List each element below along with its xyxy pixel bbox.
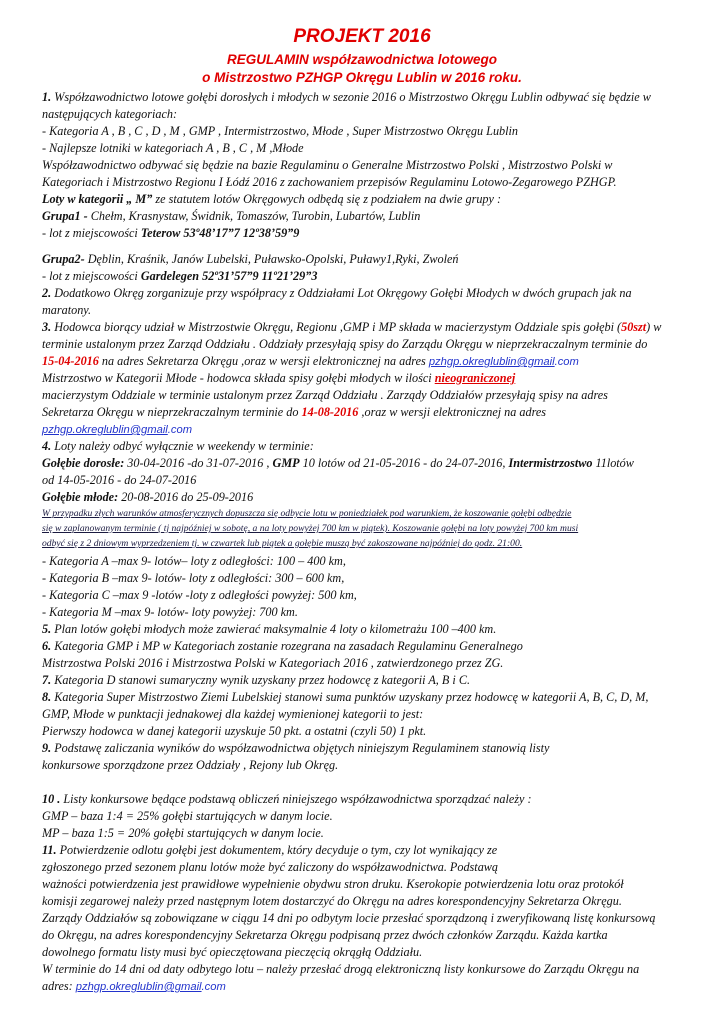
p10-number: 10 .: [42, 792, 61, 806]
p5-number: 5.: [42, 622, 52, 636]
p3-text1: Hodowca biorący udział w Mistrzostwie Okręgu, Regionu ,GMP i MP składa w macierzystym Oddziale spis gołębi (: [51, 320, 622, 334]
grupa2-location: [42, 268, 317, 284]
p3-text1-end: ) w: [646, 320, 662, 334]
intermistrzostwo-count: 11lotów: [592, 456, 634, 470]
p4-line2: [42, 455, 634, 471]
p1-line2: następujących kategoriach:: [42, 107, 178, 121]
p1-number: 1.: [42, 90, 52, 104]
p3-line5: macierzystym Oddziale w terminie ustalonym przez Zarząd Oddziału . Zarządy Oddziałów przesyłają spisy na adres: [42, 388, 608, 402]
p3-line6-end: ,oraz w wersji elektronicznej na adres: [358, 405, 547, 419]
email-link-1-domain: .com: [554, 356, 579, 368]
p11-line3: ważności potwierdzenia jest prawidłowe wypełnienie obydwu stron druku. Kserokopie potwierdzenia lotu oraz protokół: [42, 877, 624, 891]
p8-line3: Pierwszy hodowca w danej kategorii uzyskuje 50 pkt. a ostatni (czyli 50) 1 pkt.: [42, 724, 427, 738]
p10-line3: MP – baza 1:5 = 20% gołębi startujących w danym locie.: [42, 826, 324, 840]
spis-count: 50szt: [621, 320, 647, 334]
p1-line7: [42, 191, 501, 207]
p10-line2: GMP – baza 1:4 = 25% gołębi startujących w danym locie.: [42, 809, 333, 823]
weather-note-line3: odbyć się z 2 dniowym wyprzedzeniem tj. w czwartek lub piątek a gołębie muszą być zakoszowane najpóźniej do godz. 21:00.: [42, 538, 523, 549]
p3-line7: [42, 421, 192, 438]
p6-line2: Mistrzostwa Polski 2016 i Mistrzostwa Polski w Kategoriach 2016 , zatwierdzonego przez ZG.: [42, 656, 504, 670]
deadline-date-1: 15-04-2016: [42, 354, 99, 368]
p1-line7-text: ze statutem lotów Okręgowych odbędą się z podziałem na dwie grupy :: [152, 192, 502, 206]
p1-line3: - Kategoria A , B , C , D , M , GMP , Intermistrzostwo, Młode , Super Mistrzostwo Okręgu Lublin: [42, 124, 518, 138]
p8-number: 8.: [42, 690, 52, 704]
grupa1-cities: Chełm, Krasnystaw, Świdnik, Tomaszów, Turobin, Lubartów, Lublin: [90, 209, 421, 223]
grupa1-loc-label: - lot z miejscowości: [42, 226, 141, 240]
p4-number: 4.: [42, 439, 52, 453]
grupa2-line: [42, 251, 459, 267]
unlimited-highlight: nieograniczonej: [434, 371, 516, 385]
p1-line5: Współzawodnictwo odbywać się będzie na bazie Regulaminu o Generalne Mistrzostwo Polski , Mistrzostwo Polski w: [42, 158, 613, 172]
document-subtitle-mistrzostwo: o Mistrzostwo PZHGP Okręgu Lublin w 2016 roku.: [202, 70, 522, 85]
p9-text1: Podstawę zaliczania wyników do współzawodnictwa objętych niniejszym Regulaminem stanowią listy: [51, 741, 550, 755]
email-link-3-domain: .com: [201, 981, 226, 993]
kategoria-a: - Kategoria A –max 9- lotów– loty z odległości: 100 – 400 km,: [42, 554, 346, 568]
p7-line1: [42, 672, 470, 688]
p1-line4: - Najlepsze lotniki w kategoriach A , B , C , M ,Młode: [42, 141, 304, 155]
grupa2-loc-label: - lot z miejscowości: [42, 269, 141, 283]
p11-line7: dowolnego formatu listy musi być opieczętowana pieczęcią okrągłą Oddziału.: [42, 945, 423, 959]
p9-line1: [42, 740, 549, 756]
email-link-3[interactable]: pzhgp.okreglublin@gmail: [75, 981, 202, 993]
deadline-date-2: 14-08-2016: [301, 405, 359, 419]
document-subtitle-regulamin: REGULAMIN współzawodnictwa lotowego: [227, 52, 497, 67]
p5-text1: Plan lotów gołębi młodych może zawierać maksymalnie 4 loty o kilometrażu 100 –400 km.: [51, 622, 497, 636]
p4-line4: [42, 489, 253, 505]
grupa1-line: [42, 208, 420, 224]
p2-line1: [42, 285, 632, 301]
adult-pigeons-dates: 30-04-2016 -do 31-07-2016 ,: [124, 456, 273, 470]
kategoria-c: - Kategoria C –max 9 -lotów -loty z odległości powyżej: 500 km,: [42, 588, 357, 602]
p7-number: 7.: [42, 673, 52, 687]
p2-text1: Dodatkowo Okręg zorganizuje przy współpracy z Oddziałami Lot Okręgowy Gołębi Młodych w dwóch grupach jak na: [51, 286, 632, 300]
p8-line2: GMP, Młode w punktacji jednakowej dla każdej wymienionej kategorii to jest:: [42, 707, 424, 721]
p3-number: 3.: [42, 320, 52, 334]
p11-line1: [42, 842, 497, 858]
p11-line2: zgłoszonego przed sezonem planu lotów może być zaliczony do współzawodnictwa. Podstawą: [42, 860, 499, 874]
gmp-dates: 10 lotów od 21-05-2016 - do 24-07-2016,: [299, 456, 509, 470]
p1-text1: Współzawodnictwo lotowe gołębi dorosłych i młodych w sezonie 2016 o Mistrzostwo Okręgu Lublin odbywać się będzie w: [51, 90, 651, 104]
p7-text1: Kategoria D stanowi sumaryczny wynik uzyskany przez hodowcę z kategorii A, B i C.: [51, 673, 470, 687]
p11-address-label: adres:: [42, 979, 76, 993]
p3-line3: [42, 353, 579, 370]
p8-text1: Kategoria Super Mistrzostwo Ziemi Lubelskiej stanowi suma punktów uzyskany przez hodowcę w kategorii A, B, C, D, M,: [51, 690, 649, 704]
p9-line2: konkursowe sporządzone przez Oddziały , Rejony lub Okręg.: [42, 758, 339, 772]
p11-number: 11.: [42, 843, 57, 857]
intermistrzostwo-label: Intermistrzostwo: [508, 456, 593, 470]
p4-line1: [42, 438, 314, 454]
p3-line1: [42, 319, 661, 335]
p11-line6: do Okręgu, na adres korespondencyjny Sekretarza Okręgu podpisaną przez dwóch członków Zarządu. Każda kartka: [42, 928, 608, 942]
p11-text1: Potwierdzenie odlotu gołębi jest dokumentem, który decyduje o tym, czy lot wynikający ze: [56, 843, 498, 857]
p1-line1: [42, 89, 651, 105]
kategoria-b: - Kategoria B –max 9- lotów- loty z odległości: 300 – 600 km,: [42, 571, 345, 585]
p3-line4-text: Mistrzostwo w Kategorii Młode - hodowca składa spisy gołębi młodych w ilości: [42, 371, 435, 385]
p11-line5: Zarządy Oddziałów są zobowiązane w ciągu 14 dni po odbytym locie przesłać sporządzoną i zweryfikowaną listę konkursową: [42, 911, 656, 925]
p8-line1: [42, 689, 648, 705]
grupa2-loc-value: Gardelegen 52º31’57”9 11º21’29”3: [140, 269, 318, 283]
p11-line9: [42, 978, 226, 995]
p3-line6: [42, 404, 546, 420]
p6-line1: [42, 638, 523, 654]
p9-number: 9.: [42, 741, 52, 755]
p1-line6: Kategoriach i Mistrzostwo Regionu I Łódź 2016 z zachowaniem przepisów Regulaminu Lotowo-Zegarowego PZHGP.: [42, 175, 617, 189]
p3-line2: terminie ustalonym przez Zarząd Oddziału . Oddziały przesyłają spisy do Zarządu Okręgu w nieprzekraczalnym terminie do: [42, 337, 648, 351]
p10-line1: [42, 791, 532, 807]
p3-line3-text: na adres Sekretarza Okręgu ,oraz w wersji elektronicznej na adres: [98, 354, 429, 368]
p4-text1: Loty należy odbyć wyłącznie w weekendy w terminie:: [51, 439, 314, 453]
weather-note-line2: się w zaplanowanym terminie ( tj najpóźniej w sobotę, a na loty powyżej 700 km w piątek). Koszowanie gołębi na loty powyżej 700 km musi: [42, 523, 579, 534]
grupa1-label: Grupa1 -: [42, 209, 91, 223]
p4-line3: od 14-05-2016 - do 24-07-2016: [42, 473, 197, 487]
kategoria-m: - Kategoria M –max 9- lotów- loty powyżej: 700 km.: [42, 605, 298, 619]
grupa1-loc-value: Teterow 53º48’17”7 12º38’59”9: [140, 226, 300, 240]
young-pigeons-label: Gołębie młode:: [42, 490, 119, 504]
p11-line8: W terminie do 14 dni od daty odbytego lotu – należy przesłać drogą elektroniczną listy konkursowe do Zarządu Okręgu na: [42, 962, 640, 976]
p10-text1: Listy konkursowe będące podstawą obliczeń niniejszego współzawodnictwa sporządzać należy :: [60, 792, 532, 806]
email-link-2-domain: .com: [167, 424, 193, 436]
email-link-2[interactable]: pzhgp.okreglublin@gmail: [42, 424, 168, 436]
p2-line2: maratony.: [42, 303, 92, 317]
p11-line4: komisji zegarowej należy przed następnym lotem dostarczyć do Okręgu na adres korespondencyjny Sekretarza Okręgu.: [42, 894, 622, 908]
p6-number: 6.: [42, 639, 52, 653]
grupa2-cities: Dęblin, Kraśnik, Janów Lubelski, Puławsko-Opolski, Puławy1,Ryki, Zwoleń: [84, 252, 459, 266]
p3-line6-text: Sekretarza Okręgu w nieprzekraczalnym terminie do: [42, 405, 302, 419]
p6-text1: Kategoria GMP i MP w Kategoriach zostanie rozegrana na zasadach Regulaminu Generalnego: [51, 639, 523, 653]
adult-pigeons-label: Gołębie dorosłe:: [42, 456, 125, 470]
loty-kategoria-m: Loty w kategorii „ M”: [42, 192, 153, 206]
p3-line4: [42, 370, 515, 386]
p2-number: 2.: [42, 286, 52, 300]
gmp-label: GMP: [272, 456, 300, 470]
young-pigeons-dates: 20-08-2016 do 25-09-2016: [118, 490, 254, 504]
email-link-1[interactable]: pzhgp.okreglublin@gmail: [428, 356, 555, 368]
grupa1-location: [42, 225, 299, 241]
document-title: PROJEKT 2016: [293, 26, 431, 47]
weather-note-line1: W przypadku złych warunków atmosferycznych dopuszcza się odbycie lotu w poniedziałek pod warunkiem, że koszowanie gołębi odbędzie: [42, 508, 572, 519]
grupa2-label: Grupa2-: [42, 252, 85, 266]
p5-line1: [42, 621, 496, 637]
